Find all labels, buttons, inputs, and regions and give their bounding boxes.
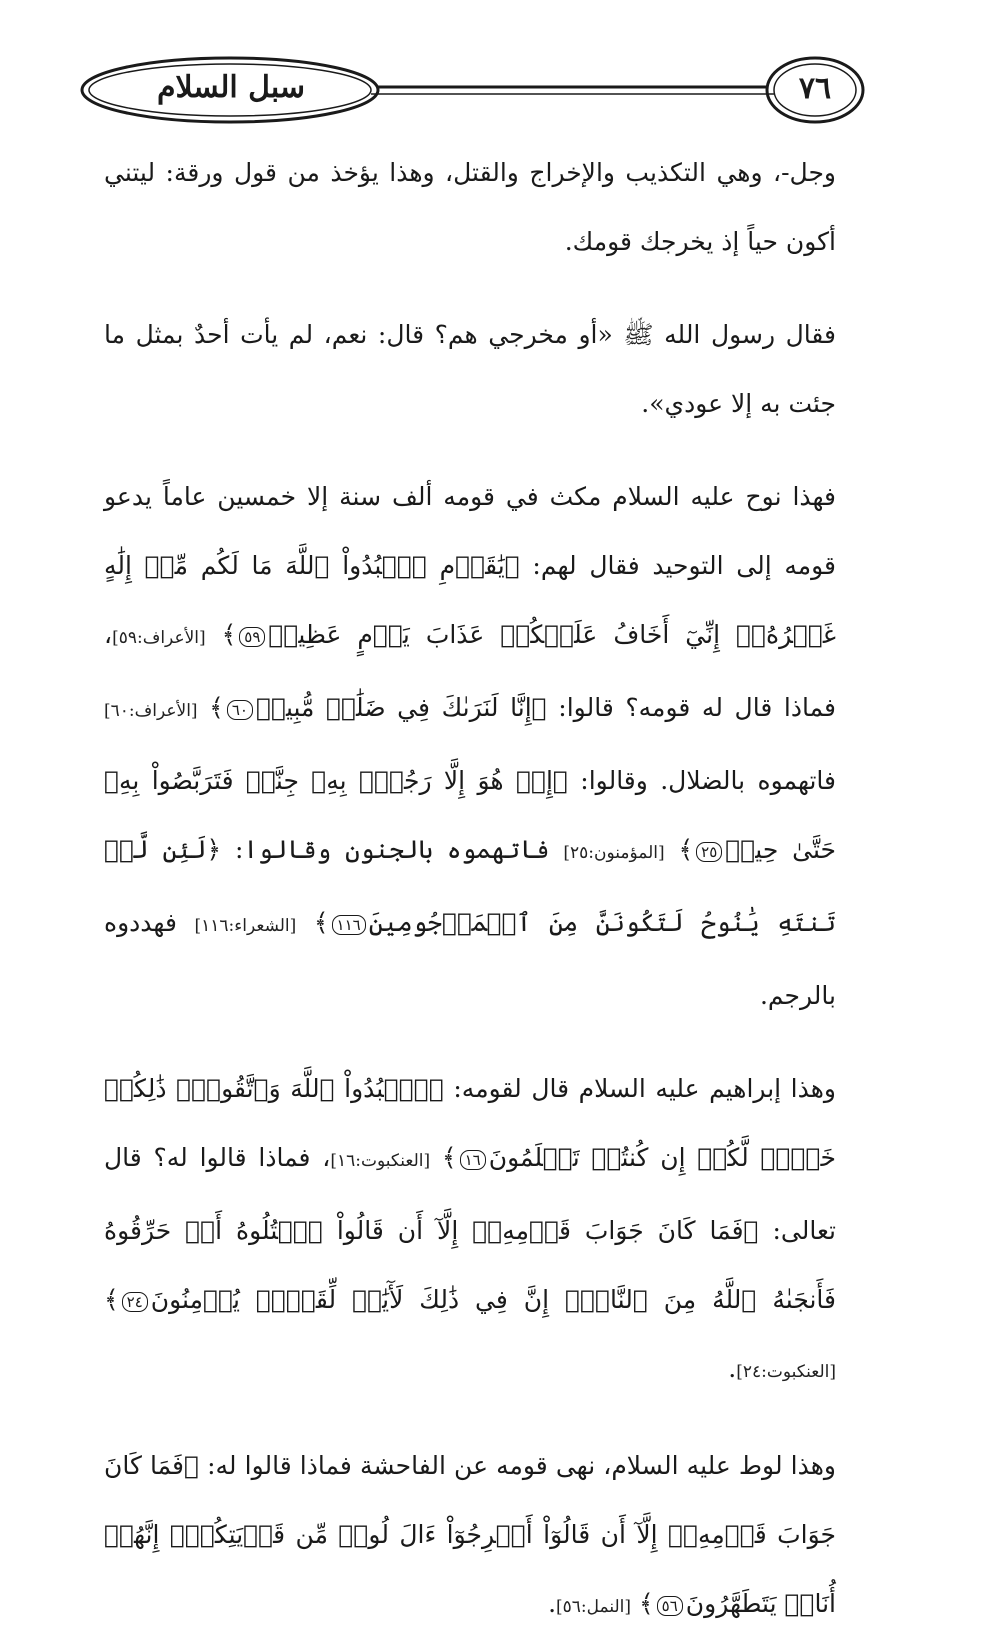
body-text-segment: وجل-، وهي التكذيب والإخراج والقتل، وهذا يؤخذ من قول ورقة: ليتني أكون حياً إذ يخرجك قومك. xyxy=(104,158,836,256)
verse-reference: [الأعراف:٦٠] xyxy=(104,701,198,721)
page-header xyxy=(78,54,868,126)
verse-reference: [العنكبوت:٢٤] xyxy=(736,1362,836,1382)
quran-verse: ﴿يَٰقَوۡمِ ٱعۡبُدُواْ ٱللَّهَ مَا لَكُم مِّنۡ إِلَٰهٍ غَيۡرُهُۥٓ إِنِّيٓ أَخَافُ عَلَيۡكُمۡ عَذَابَ يَوۡمٍ عَظِيمٖ xyxy=(104,551,836,649)
paragraph-3 xyxy=(104,462,836,1030)
quran-verse: ﴿ٱعۡبُدُواْ ٱللَّهَ وَٱتَّقُوهُۖ ذَٰلِكُمۡ خَيۡرٞ لَّكُمۡ إِن كُنتُمۡ تَعۡلَمُونَ xyxy=(104,1074,836,1172)
body-text-segment: . xyxy=(728,1354,737,1383)
body-text-segment: ، فماذا قال له قومه؟ قالوا: xyxy=(104,620,836,722)
quran-verse: ﴿إِنۡ هُوَ إِلَّا رَجُلُۢ بِهِۦ جِنَّةٞ فَتَرَبَّصُواْ بِهِۦ حَتَّىٰ حِينٖ xyxy=(104,766,836,864)
quran-bracket: ﴾ xyxy=(104,1285,119,1314)
ayah-number-marker: ١٦ xyxy=(460,1150,486,1170)
quran-verse: ﴿إِنَّا لَنَرَىٰكَ فِي ضَلَٰلٖ مُّبِينٖ xyxy=(255,693,547,722)
body-text-segment: فاتهموه بالضلال. وقالوا: xyxy=(567,766,836,795)
ayah-number-marker: ١١٦ xyxy=(332,915,366,935)
quran-bracket: ﴾ xyxy=(664,835,694,864)
ayah-number-marker: ٥٩ xyxy=(239,627,265,647)
quran-verse: ﴿لَئِن لَّمۡ تَنتَهِ يَٰنُوحُ لَتَكُونَنَّ مِنَ ٱلۡمَرۡجُومِينَ xyxy=(104,835,836,937)
body-text-segment: فهددوه بالرجم. xyxy=(104,908,836,1010)
verse-reference: [النمل:٥٦] xyxy=(556,1597,632,1617)
paragraph-5 xyxy=(104,1431,836,1642)
quran-bracket: ﴾ xyxy=(631,1589,654,1618)
paragraph-1 xyxy=(104,138,836,276)
verse-reference: [المؤمنون:٢٥] xyxy=(563,843,665,863)
ayah-number-marker: ٢٤ xyxy=(122,1292,148,1312)
ayah-number-marker: ٢٥ xyxy=(696,842,722,862)
body-text-segment: فاتهموه بالجنون وقالوا: xyxy=(221,835,564,864)
ayah-number-marker: ٥٦ xyxy=(657,1596,683,1616)
paragraph-4 xyxy=(104,1054,836,1407)
quran-verse: ﴿فَمَا كَانَ جَوَابَ قَوۡمِهِۦٓ إِلَّآ أَن قَالُواْ ٱقۡتُلُوهُ أَوۡ حَرِّقُوهُ فَأَنجَىٰهُ ٱللَّهُ مِنَ ٱلنَّارِۚ إِنَّ فِي ذَٰلِكَ لَأٓيَٰتٖ لِّقَوۡمٖ يُؤۡمِنُونَ xyxy=(104,1216,836,1314)
ayah-number-marker: ٦٠ xyxy=(227,700,253,720)
paragraph-2 xyxy=(104,300,836,438)
body-text-segment: وهذا لوط عليه السلام، نهى قومه عن الفاحشة فماذا قالوا له: xyxy=(199,1451,836,1480)
quran-bracket: ﴾ xyxy=(296,908,329,937)
body-text xyxy=(104,138,836,1642)
verse-reference: [العنكبوت:١٦] xyxy=(330,1151,431,1171)
body-text-segment: فهذا نوح عليه السلام مكث في قومه ألف سنة إلا خمسين عاماً يدعو قومه إلى التوحيد فقال لهم: xyxy=(104,482,836,580)
body-text-segment: وهذا إبراهيم عليه السلام قال لقومه: xyxy=(443,1074,837,1103)
body-text-segment: . xyxy=(548,1589,557,1618)
body-text-segment: ، فماذا قالوا له؟ قال تعالى: xyxy=(104,1143,836,1245)
hadith-text: فقال رسول الله ﷺ «أو مخرجي هم؟ قال: نعم، لم يأت أحدٌ بمثل ما جئت به إلا عودي». xyxy=(104,320,836,418)
verse-reference: [الأعراف:٥٩] xyxy=(112,628,206,648)
quran-bracket: ﴾ xyxy=(205,620,237,649)
quran-bracket: ﴾ xyxy=(197,693,224,722)
quran-verse: ﴿فَمَا كَانَ جَوَابَ قَوۡمِهِۦٓ إِلَّآ أَن قَالُوٓاْ أَخۡرِجُوٓاْ ءَالَ لُوطٖ مِّن قَرۡيَتِكُمۡۖ إِنَّهُمۡ أُنَاسٞ يَتَطَهَّرُونَ xyxy=(104,1451,836,1618)
running-title: سبل السلام xyxy=(156,70,306,105)
quran-bracket: ﴾ xyxy=(430,1143,457,1172)
verse-reference: [الشعراء:١١٦] xyxy=(194,916,297,936)
page-number: ٧٦ xyxy=(798,71,832,106)
